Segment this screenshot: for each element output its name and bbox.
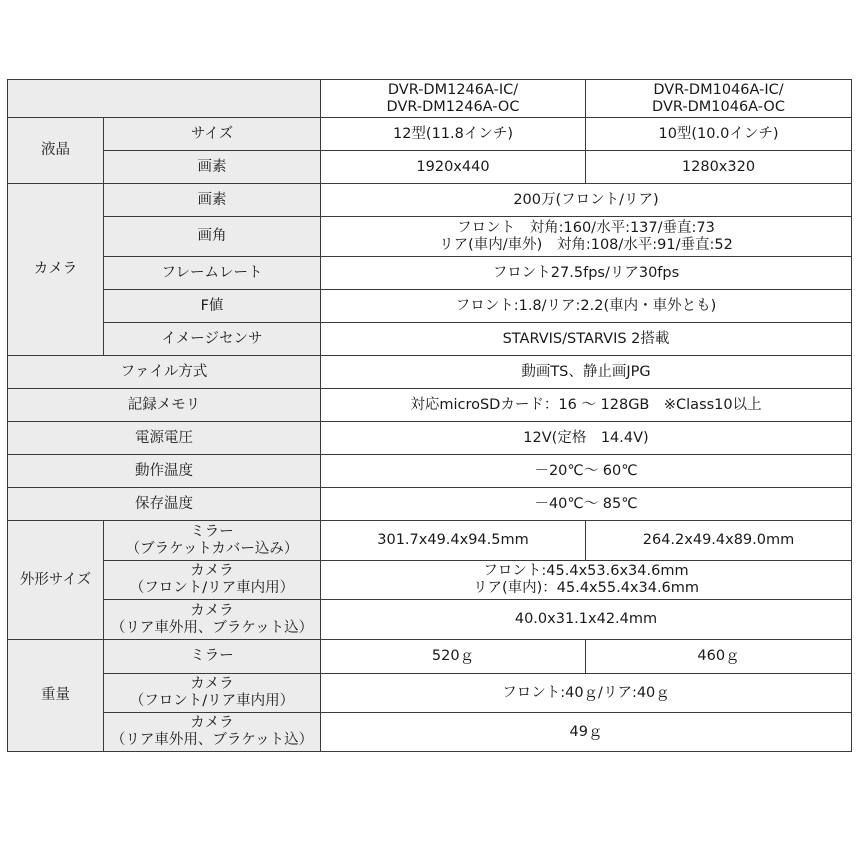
camera-pixels-value: 200万(フロント/リア) xyxy=(321,184,852,217)
dim-cam-front-row xyxy=(8,561,852,600)
dim-cam-rear-label: カメラ （リア車外用、ブラケット込） xyxy=(104,600,321,640)
weight-cam-rear-value: 49ｇ xyxy=(321,713,852,752)
weight-cam-rear-label: カメラ （リア車外用、ブラケット込） xyxy=(104,713,321,752)
dim-mirror-row xyxy=(8,521,852,561)
dimensions-group-label: 外形サイズ xyxy=(8,521,104,640)
camera-fvalue-row xyxy=(8,290,852,323)
camera-angle-label: 画角 xyxy=(104,217,321,257)
weight-cam-front-label: カメラ （フロント/リア車内用） xyxy=(104,674,321,713)
op-temp-row xyxy=(8,455,852,488)
dim-mirror-a: 301.7x49.4x94.5mm xyxy=(321,521,586,561)
camera-fvalue-value: フロント:1.8/リア:2.2(車内・車外とも) xyxy=(321,290,852,323)
lcd-size-a: 12型(11.8インチ) xyxy=(321,118,586,151)
memory-label: 記録メモリ xyxy=(8,389,321,422)
memory-row xyxy=(8,389,852,422)
camera-pixels-row xyxy=(8,184,852,217)
lcd-size-b: 10型(10.0インチ) xyxy=(586,118,852,151)
camera-framerate-label: フレームレート xyxy=(104,257,321,290)
camera-sensor-value: STARVIS/STARVIS 2搭載 xyxy=(321,323,852,356)
weight-mirror-b: 460ｇ xyxy=(586,640,852,674)
file-format-label: ファイル方式 xyxy=(8,356,321,389)
dim-mirror-label: ミラー （ブラケットカバー込み） xyxy=(104,521,321,561)
camera-fvalue-label: F値 xyxy=(104,290,321,323)
camera-angle-row xyxy=(8,217,852,257)
storage-temp-label: 保存温度 xyxy=(8,488,321,521)
dim-mirror-b: 264.2x49.4x89.0mm xyxy=(586,521,852,561)
storage-temp-value: －40℃～ 85℃ xyxy=(321,488,852,521)
lcd-pixels-label: 画素 xyxy=(104,151,321,184)
weight-mirror-label: ミラー xyxy=(104,640,321,674)
lcd-pixels-a: 1920x440 xyxy=(321,151,586,184)
lcd-pixels-row xyxy=(8,151,852,184)
file-format-value: 動画TS、静止画JPG xyxy=(321,356,852,389)
camera-pixels-label: 画素 xyxy=(104,184,321,217)
dim-cam-rear-row xyxy=(8,600,852,640)
model-a-header: DVR-DM1246A-IC/ DVR-DM1246A-OC xyxy=(321,80,586,118)
file-format-row xyxy=(8,356,852,389)
weight-group-label: 重量 xyxy=(8,640,104,752)
lcd-pixels-b: 1280x320 xyxy=(586,151,852,184)
camera-sensor-row xyxy=(8,323,852,356)
weight-cam-front-row xyxy=(8,674,852,713)
camera-angle-value: フロント 対角:160/水平:137/垂直:73 リア(車内/車外) 対角:108/水平:91/垂直:52 xyxy=(321,217,852,257)
lcd-size-row xyxy=(8,118,852,151)
voltage-row xyxy=(8,422,852,455)
header-row xyxy=(8,80,852,118)
op-temp-value: －20℃～ 60℃ xyxy=(321,455,852,488)
camera-group-label: カメラ xyxy=(8,184,104,356)
voltage-label: 電源電圧 xyxy=(8,422,321,455)
camera-sensor-label: イメージセンサ xyxy=(104,323,321,356)
memory-value: 対応microSDカード：16 ～ 128GB ※Class10以上 xyxy=(321,389,852,422)
lcd-size-label: サイズ xyxy=(104,118,321,151)
dim-cam-front-value: フロント:45.4x53.6x34.6mm リア(車内)：45.4x55.4x34.6mm xyxy=(321,561,852,600)
weight-mirror-a: 520ｇ xyxy=(321,640,586,674)
spec-table xyxy=(7,79,852,752)
storage-temp-row xyxy=(8,488,852,521)
dim-cam-rear-value: 40.0x31.1x42.4mm xyxy=(321,600,852,640)
voltage-value: 12V(定格 14.4V) xyxy=(321,422,852,455)
camera-framerate-value: フロント27.5fps/リア30fps xyxy=(321,257,852,290)
weight-mirror-row xyxy=(8,640,852,674)
camera-framerate-row xyxy=(8,257,852,290)
op-temp-label: 動作温度 xyxy=(8,455,321,488)
weight-cam-rear-row xyxy=(8,713,852,752)
weight-cam-front-value: フロント:40ｇ/リア:40ｇ xyxy=(321,674,852,713)
dim-cam-front-label: カメラ （フロント/リア車内用） xyxy=(104,561,321,600)
header-corner xyxy=(8,80,321,118)
model-b-header: DVR-DM1046A-IC/ DVR-DM1046A-OC xyxy=(586,80,852,118)
lcd-group-label: 液晶 xyxy=(8,118,104,184)
